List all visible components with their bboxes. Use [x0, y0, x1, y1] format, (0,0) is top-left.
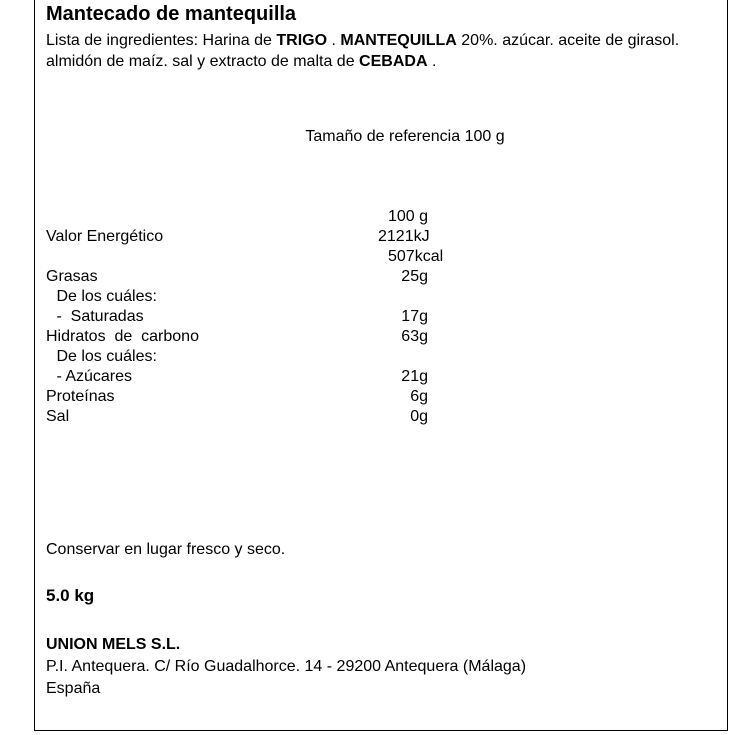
- row-value-energy-kj: 2121kJ: [378, 228, 430, 245]
- net-weight: 5.0 kg: [46, 586, 95, 605]
- ingredients-text: .: [327, 32, 341, 49]
- ingredients-text: 20%. azúcar. aceite de girasol. almidón de maíz. sal y extracto de malta de: [46, 32, 680, 70]
- allergen-wheat: TRIGO: [276, 32, 328, 49]
- row-value-protein: 6g: [410, 388, 428, 405]
- company-name: UNION MELS S.L.: [46, 636, 181, 653]
- company-address: P.I. Antequera. C/ Río Guadalhorce. 14 - 29200 Antequera (Málaga): [46, 658, 527, 675]
- column-header: 100 g: [388, 208, 429, 225]
- ingredients-list: [46, 30, 696, 72]
- row-label-saturates: - Saturadas: [52, 308, 144, 325]
- row-label-salt: Sal: [46, 408, 70, 425]
- ingredients-text: Lista de ingredientes: Harina de: [46, 32, 277, 49]
- company-country: España: [46, 680, 101, 697]
- ingredients-text: .: [427, 53, 437, 70]
- row-value-salt: 0g: [410, 408, 428, 425]
- row-value-fat: 25g: [401, 268, 428, 285]
- row-label-of-which: De los cuáles:: [52, 348, 157, 365]
- row-label-of-which: De los cuáles:: [52, 288, 157, 305]
- row-label-protein: Proteínas: [46, 388, 115, 405]
- row-value-carbs: 63g: [401, 328, 428, 345]
- allergen-barley: CEBADA: [359, 53, 428, 70]
- storage-instructions: Conservar en lugar fresco y seco.: [46, 541, 286, 558]
- row-label-sugars: - Azúcares: [52, 368, 133, 385]
- row-value-energy-kcal: 507kcal: [388, 248, 444, 265]
- allergen-butter: MANTEQUILLA: [340, 32, 457, 49]
- row-value-sugars: 21g: [401, 368, 428, 385]
- product-title: Mantecado de mantequilla: [46, 3, 297, 25]
- row-value-saturates: 17g: [401, 308, 428, 325]
- reference-size: Tamaño de referencia 100 g: [305, 128, 505, 145]
- row-label-energy: Valor Energético: [46, 228, 164, 245]
- row-label-fat: Grasas: [46, 268, 98, 285]
- row-label-carbs: Hidratos de carbono: [46, 328, 199, 345]
